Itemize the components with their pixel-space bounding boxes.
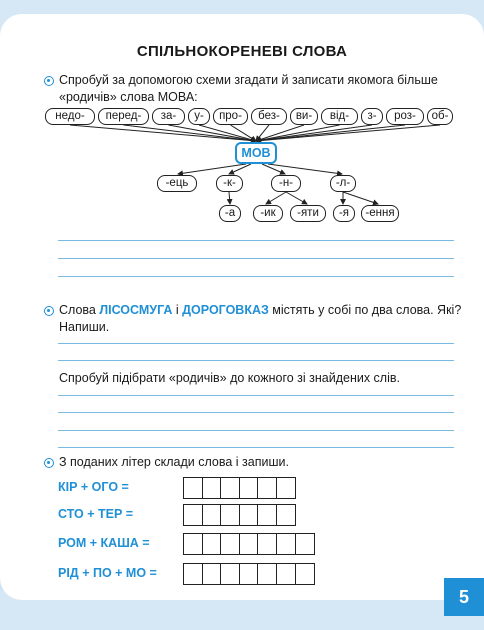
task2-post: містять у собі по два слова. Які?	[268, 303, 462, 317]
letter-cell[interactable]	[257, 533, 277, 555]
suffix-chip: -ик	[253, 205, 283, 222]
writing-line[interactable]	[58, 395, 454, 396]
writing-line[interactable]	[58, 343, 454, 344]
root-box: МОВ	[235, 142, 277, 164]
letter-cell[interactable]	[257, 504, 277, 526]
task1-line1: Спробуй за допомогою схеми згадати й записати якомога більше	[59, 73, 438, 87]
page-number: 5	[444, 578, 484, 616]
letter-cell[interactable]	[295, 563, 315, 585]
letter-cell[interactable]	[257, 477, 277, 499]
letter-cell[interactable]	[239, 477, 259, 499]
writing-line[interactable]	[58, 430, 454, 431]
task2-mid: і	[172, 303, 183, 317]
prefix-chip: від-	[321, 108, 358, 125]
task2-line1	[59, 302, 461, 318]
prefix-chip: ви-	[290, 108, 318, 125]
suffix-chip: -ець	[157, 175, 197, 192]
letter-cell[interactable]	[220, 533, 240, 555]
answer-letter-boxes[interactable]	[183, 563, 313, 585]
prefix-chip: недо-	[45, 108, 95, 125]
letter-cell[interactable]	[183, 504, 203, 526]
answer-letter-boxes[interactable]	[183, 477, 295, 499]
page-title: СПІЛЬНОКОРЕНЕВІ СЛОВА	[136, 43, 348, 60]
writing-line[interactable]	[58, 240, 454, 241]
suffix-chip: -л-	[330, 175, 356, 192]
letter-cell[interactable]	[239, 533, 259, 555]
letter-cell[interactable]	[220, 563, 240, 585]
letter-cell[interactable]	[202, 533, 222, 555]
suffix-chip: -н-	[271, 175, 301, 192]
suffix-chip: -яти	[290, 205, 326, 222]
task2-followup: Спробуй підібрати «родичів» до кожного зі знайдених слів.	[59, 371, 400, 385]
prefix-chip: про-	[213, 108, 248, 125]
word-equation-label: КІР + ОГО =	[58, 480, 129, 494]
prefix-chip: об-	[427, 108, 453, 125]
prefix-chip: роз-	[386, 108, 424, 125]
prefix-chip: з-	[361, 108, 383, 125]
word-dorohovkaz: ДОРОГОВКАЗ	[182, 303, 269, 317]
letter-cell[interactable]	[202, 504, 222, 526]
letter-cell[interactable]	[239, 563, 259, 585]
task1-line2: «родичів» слова МОВА:	[59, 90, 198, 104]
writing-line[interactable]	[58, 447, 454, 448]
letter-cell[interactable]	[276, 504, 296, 526]
writing-line[interactable]	[58, 258, 454, 259]
bullet-icon	[44, 458, 54, 468]
letter-cell[interactable]	[220, 504, 240, 526]
answer-letter-boxes[interactable]	[183, 504, 295, 526]
suffix-chip: -к-	[216, 175, 243, 192]
letter-cell[interactable]	[183, 563, 203, 585]
suffix-chip: -ення	[361, 205, 399, 222]
writing-line[interactable]	[58, 360, 454, 361]
letter-cell[interactable]	[220, 477, 240, 499]
letter-cell[interactable]	[202, 563, 222, 585]
prefix-chip: у-	[188, 108, 210, 125]
word-equation-label: РОМ + КАША =	[58, 536, 150, 550]
bullet-icon	[44, 306, 54, 316]
answer-letter-boxes[interactable]	[183, 533, 313, 555]
letter-cell[interactable]	[239, 504, 259, 526]
prefix-chip: перед-	[98, 108, 149, 125]
task3-instruction: З поданих літер склади слова і запиши.	[59, 455, 289, 469]
task2-line2: Напиши.	[59, 320, 110, 334]
prefix-chip: без-	[251, 108, 287, 125]
writing-line[interactable]	[58, 276, 454, 277]
task2-pre: Слова	[59, 303, 100, 317]
word-equation-label: РІД + ПО + МО =	[58, 566, 157, 580]
suffix-chip: -я	[333, 205, 355, 222]
letter-cell[interactable]	[183, 533, 203, 555]
suffix-chip: -а	[219, 205, 241, 222]
letter-cell[interactable]	[202, 477, 222, 499]
word-lisosmuha: ЛІСОСМУГА	[99, 303, 173, 317]
letter-cell[interactable]	[276, 563, 296, 585]
letter-cell[interactable]	[276, 477, 296, 499]
letter-cell[interactable]	[183, 477, 203, 499]
word-equation-label: СТО + ТЕР =	[58, 507, 134, 521]
letter-cell[interactable]	[295, 533, 315, 555]
letter-cell[interactable]	[257, 563, 277, 585]
prefix-chip: за-	[152, 108, 185, 125]
writing-line[interactable]	[58, 412, 454, 413]
letter-cell[interactable]	[276, 533, 296, 555]
